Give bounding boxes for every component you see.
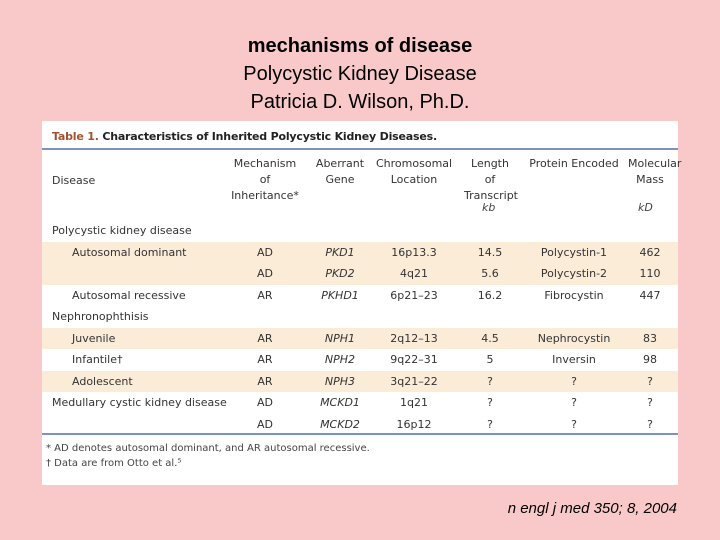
row-gene: MCKD1 [320, 396, 360, 409]
row-mechanism: AR [257, 353, 273, 366]
table-bottom-rule [42, 433, 678, 435]
row-mechanism: AD [257, 267, 273, 280]
table-caption-text: Characteristics of Inherited Polycystic Kidney Diseases. [102, 130, 437, 143]
title-line-1: mechanisms of disease [247, 35, 473, 57]
header-gene: Aberrant Gene [315, 157, 365, 186]
table-row [42, 285, 678, 307]
table-row [42, 392, 678, 414]
row-mass: 110 [639, 267, 661, 280]
footnote-source: † Data are from Otto et al.⁵ [46, 458, 182, 469]
header-disease: Disease [52, 174, 96, 187]
row-protein: Inversin [552, 353, 596, 366]
title-line-2: Polycystic Kidney Disease [243, 63, 477, 85]
row-mass: 98 [643, 353, 657, 366]
row-protein: Nephrocystin [537, 331, 611, 345]
row-location: 9q22–31 [390, 353, 438, 366]
row-disease: Adolescent [72, 374, 133, 388]
row-location: 16p12 [396, 417, 432, 431]
row-length: 5.6 [481, 267, 499, 280]
row-protein: ? [571, 417, 577, 431]
footnote-abbreviations: * AD denotes autosomal dominant, and AR autosomal recessive. [46, 443, 370, 454]
row-protein: Polycystin-2 [540, 267, 608, 280]
row-disease: Juvenile [72, 331, 116, 345]
title-line-3: Patricia D. Wilson, Ph.D. [250, 91, 470, 113]
table-caption [52, 130, 437, 143]
row-mechanism: AD [257, 245, 273, 259]
row-length: 5 [486, 353, 494, 366]
table-row [42, 242, 678, 264]
table-row [42, 349, 678, 371]
table-row [42, 306, 678, 328]
row-disease: Infantile† [72, 353, 123, 366]
header-mechanism: Mechanism of Inheritance* [231, 157, 299, 202]
unit-length: kb [482, 201, 496, 214]
row-gene: PKHD1 [321, 288, 359, 302]
row-gene: NPH1 [324, 331, 356, 345]
row-disease: Medullary cystic kidney disease [52, 396, 227, 409]
row-location: 16p13.3 [391, 245, 437, 259]
table-row [42, 328, 678, 350]
row-mass: ? [647, 417, 653, 431]
row-disease: Nephronophthisis [52, 310, 149, 323]
row-location: 6p21–23 [390, 288, 438, 302]
row-location: 1q21 [400, 396, 428, 409]
table-row [42, 220, 678, 242]
row-protein: ? [571, 374, 577, 388]
header-length: Length of Transcript [464, 157, 518, 202]
row-mechanism: AR [257, 288, 273, 302]
unit-mass: kD [638, 201, 653, 214]
row-location: 2q12–13 [390, 331, 438, 345]
row-gene: MCKD2 [320, 417, 360, 431]
row-length: 16.2 [477, 288, 503, 302]
table-image [42, 121, 682, 485]
row-mechanism: AR [257, 374, 273, 388]
row-mass: ? [647, 374, 653, 388]
row-gene: NPH3 [324, 374, 356, 388]
row-protein: Polycystin-1 [540, 245, 608, 259]
row-mass: 447 [639, 288, 661, 302]
row-length: ? [487, 417, 493, 431]
row-gene: PKD2 [325, 267, 355, 280]
header-mass: Molecular Mass [628, 157, 682, 186]
row-length: 14.5 [477, 245, 503, 259]
table-caption-label: Table 1. [52, 130, 99, 143]
row-length: ? [487, 396, 493, 409]
slide-title [0, 32, 720, 116]
row-mass: 462 [639, 245, 661, 259]
row-disease: Polycystic kidney disease [52, 224, 192, 237]
row-gene: NPH2 [324, 353, 356, 366]
row-length: ? [487, 374, 493, 388]
row-disease: Autosomal dominant [72, 245, 187, 259]
row-location: 3q21–22 [390, 374, 438, 388]
row-mass: ? [647, 396, 653, 409]
header-protein: Protein Encoded [529, 157, 619, 170]
citation: n engl j med 350; 8, 2004 [507, 500, 677, 517]
row-mechanism: AR [257, 331, 273, 345]
row-disease: Autosomal recessive [72, 288, 186, 302]
row-gene: PKD1 [325, 245, 355, 259]
row-mass: 83 [643, 331, 657, 345]
row-mechanism: AD [257, 417, 273, 431]
row-protein: Fibrocystin [544, 288, 604, 302]
table-row [42, 414, 678, 436]
row-mechanism: AD [257, 396, 273, 409]
row-location: 4q21 [400, 267, 428, 280]
table-row [42, 263, 678, 285]
row-protein: ? [571, 396, 577, 409]
row-length: 4.5 [481, 331, 499, 345]
table-row [42, 371, 678, 393]
table-top-rule [42, 148, 678, 150]
header-location: Chromosomal Location [376, 157, 453, 186]
